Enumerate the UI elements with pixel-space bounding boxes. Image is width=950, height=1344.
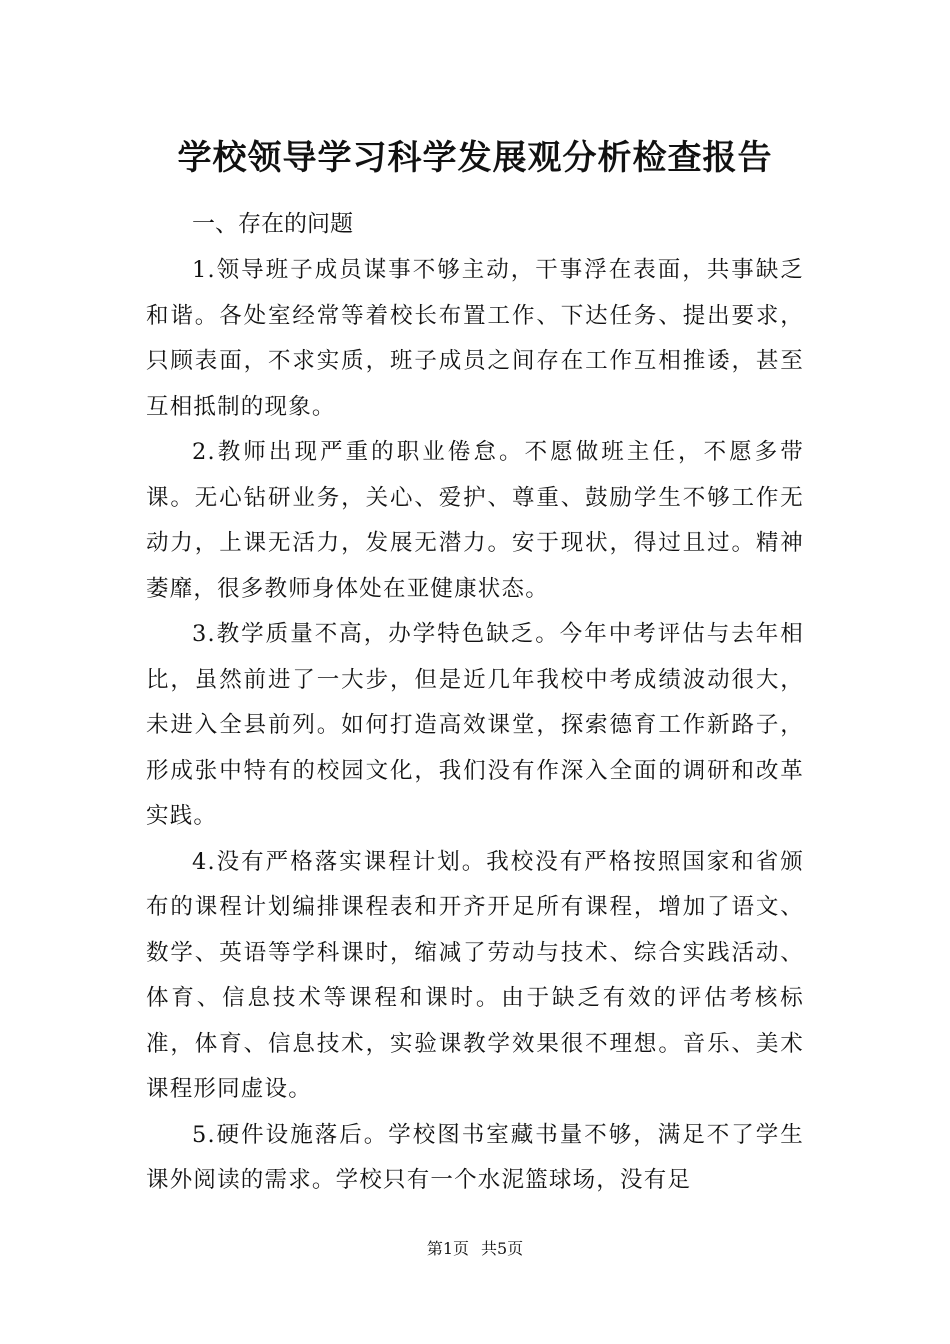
section-heading: 一、存在的问题	[192, 211, 353, 237]
paragraph-5: 5.硬件设施落后。学校图书室藏书量不够，满足不了学生课外阅读的需求。学校只有一个水泥篮球场，没有足	[146, 1121, 804, 1193]
paragraph-3: 3.教学质量不高，办学特色缺乏。今年中考评估与去年相比，虽然前进了一大步，但是近几年我校中考成绩波动很大，未进入全县前列。如何打造高效课堂，探索德育工作新路子，形成张中特有的校园文化，我们没有作深入全面的调研和改革实践。	[146, 621, 804, 829]
page-total: 共5页	[481, 1239, 524, 1258]
document-title: 学校领导学习科学发展观分析检查报告	[177, 138, 773, 178]
paragraph-2: 2.教师出现严重的职业倦怠。不愿做班主任，不愿多带课。无心钻研业务，关心、爱护、尊重、鼓励学生不够工作无动力，上课无活力，发展无潜力。安于现状，得过且过。精神萎靡，很多教师身体处在亚健康状态。	[146, 439, 804, 602]
page-footer	[0, 1237, 950, 1261]
paragraph-4: 4.没有严格落实课程计划。我校没有严格按照国家和省颁布的课程计划编排课程表和开齐开足所有课程，增加了语文、数学、英语等学科课时，缩减了劳动与技术、综合实践活动、体育、信息技术等课程和课时。由于缺乏有效的评估考核标准，体育、信息技术，实验课教学效果很不理想。音乐、美术课程形同虚设。	[146, 848, 804, 1102]
document-body	[146, 248, 804, 1204]
paragraph-1: 1.领导班子成员谋事不够主动，干事浮在表面，共事缺乏和谐。各处室经常等着校长布置工作、下达任务、提出要求，只顾表面，不求实质，班子成员之间存在工作互相推诿，甚至互相抵制的现象。	[146, 257, 804, 420]
page-number: 第1页	[426, 1239, 469, 1258]
